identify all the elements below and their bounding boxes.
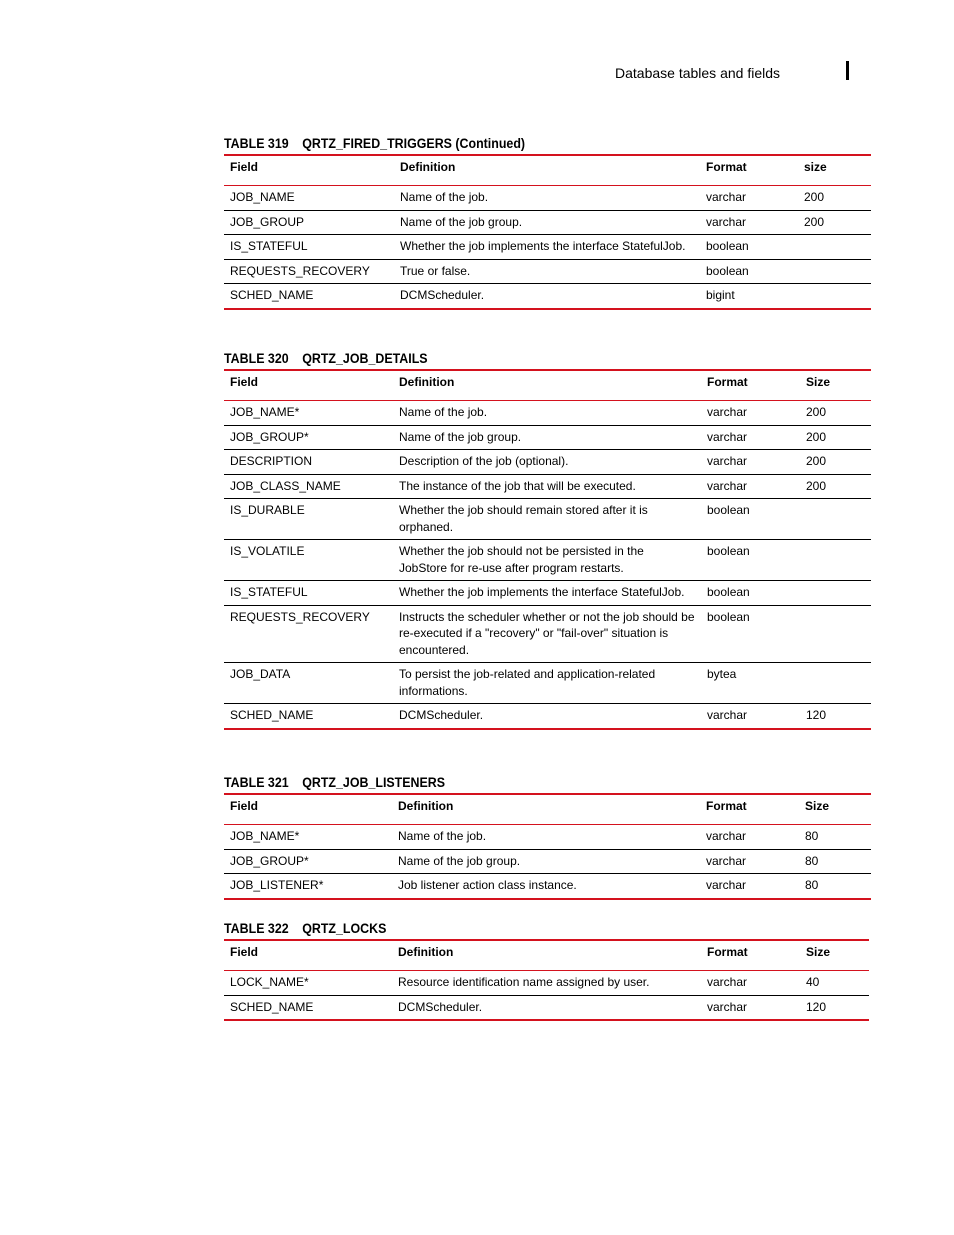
cell-definition: The instance of the job that will be executed.	[393, 474, 701, 499]
cell-size: 80	[799, 825, 871, 850]
cell-format: boolean	[701, 581, 800, 606]
table-row	[224, 499, 871, 540]
table-row	[224, 186, 871, 211]
cell-definition: Job listener action class instance.	[392, 874, 700, 899]
table-row	[224, 474, 871, 499]
table-row	[224, 663, 871, 704]
cell-definition: Name of the job group.	[393, 425, 701, 450]
cell-format: boolean	[700, 235, 798, 260]
table-number: TABLE 321	[224, 775, 289, 790]
cell-definition: Name of the job.	[394, 186, 700, 211]
cell-field: LOCK_NAME*	[224, 971, 392, 996]
cell-size: 200	[798, 186, 871, 211]
cell-size: 200	[800, 425, 871, 450]
running-header: Database tables and fields	[615, 65, 780, 81]
table-caption	[224, 349, 819, 369]
column-header: Format	[707, 945, 748, 959]
table-caption	[224, 134, 819, 154]
table-row	[224, 284, 871, 309]
cell-definition: Whether the job should remain stored after it is orphaned.	[393, 499, 701, 540]
column-header: Format	[706, 160, 747, 174]
table-row	[224, 401, 871, 426]
column-header: Field	[230, 945, 259, 959]
cell-format: bigint	[700, 284, 798, 309]
cell-definition: Whether the job implements the interface StatefulJob.	[394, 235, 700, 260]
cell-size: 200	[800, 450, 871, 475]
cell-field: REQUESTS_RECOVERY	[224, 605, 393, 663]
cell-definition: Whether the job implements the interface StatefulJob.	[393, 581, 701, 606]
cell-definition: DCMScheduler.	[393, 704, 701, 729]
column-header: Size	[806, 375, 831, 389]
cell-field: SCHED_NAME	[224, 995, 392, 1020]
cell-field: REQUESTS_RECOVERY	[224, 259, 394, 284]
cell-field: DESCRIPTION	[224, 450, 393, 475]
cell-format: varchar	[700, 210, 798, 235]
cell-size: 120	[800, 995, 869, 1020]
header-bar	[846, 61, 849, 80]
table-number: TABLE 320	[224, 351, 289, 366]
table-row	[224, 425, 871, 450]
cell-size: 40	[800, 971, 869, 996]
table-322	[224, 919, 869, 1021]
table-row	[224, 825, 871, 850]
column-header: Definition	[398, 945, 454, 959]
table-row	[224, 235, 871, 260]
cell-field: IS_STATEFUL	[224, 235, 394, 260]
column-header: Definition	[399, 375, 455, 389]
column-header: Size	[806, 945, 831, 959]
cell-size	[798, 284, 871, 309]
cell-definition: Name of the job.	[393, 401, 701, 426]
table-title: QRTZ_LOCKS	[302, 921, 387, 936]
cell-format: boolean	[701, 540, 800, 581]
cell-format: varchar	[701, 704, 800, 729]
cell-format: varchar	[701, 474, 800, 499]
cell-format: varchar	[700, 849, 799, 874]
column-header: Format	[706, 799, 747, 813]
cell-format: varchar	[701, 995, 800, 1020]
table-caption	[224, 919, 817, 939]
table	[224, 369, 871, 730]
column-header: Format	[707, 375, 748, 389]
cell-size	[798, 259, 871, 284]
cell-definition: Whether the job should not be persisted in the JobStore for re-use after program restarts.	[393, 540, 701, 581]
table-header-row	[224, 370, 871, 401]
cell-definition: DCMScheduler.	[394, 284, 700, 309]
cell-field: JOB_GROUP	[224, 210, 394, 235]
cell-format: varchar	[700, 186, 798, 211]
table-row	[224, 581, 871, 606]
cell-format: varchar	[701, 971, 800, 996]
cell-size: 80	[799, 874, 871, 899]
table-title: QRTZ_JOB_DETAILS	[302, 351, 428, 366]
cell-field: JOB_GROUP*	[224, 849, 392, 874]
cell-definition: Resource identification name assigned by user.	[392, 971, 701, 996]
cell-size: 200	[800, 401, 871, 426]
table-row	[224, 704, 871, 729]
table-row	[224, 259, 871, 284]
cell-field: JOB_NAME	[224, 186, 394, 211]
cell-field: IS_DURABLE	[224, 499, 393, 540]
cell-definition: True or false.	[394, 259, 700, 284]
cell-size: 120	[800, 704, 871, 729]
cell-definition: Name of the job group.	[394, 210, 700, 235]
cell-field: JOB_CLASS_NAME	[224, 474, 393, 499]
cell-format: varchar	[700, 874, 799, 899]
cell-definition: Name of the job.	[392, 825, 700, 850]
table-row	[224, 210, 871, 235]
table-row	[224, 971, 869, 996]
cell-definition: DCMScheduler.	[392, 995, 701, 1020]
cell-definition: Instructs the scheduler whether or not the job should be re-executed if a "recovery" or "fail-over" situation is encountered.	[393, 605, 701, 663]
cell-format: varchar	[701, 425, 800, 450]
table-row	[224, 540, 871, 581]
cell-field: JOB_NAME*	[224, 401, 393, 426]
cell-size	[798, 235, 871, 260]
cell-format: varchar	[701, 450, 800, 475]
column-header: Definition	[400, 160, 456, 174]
table-row	[224, 995, 869, 1020]
cell-format: boolean	[700, 259, 798, 284]
cell-size: 200	[800, 474, 871, 499]
table-320	[224, 349, 871, 730]
table-row	[224, 450, 871, 475]
cell-definition: Name of the job group.	[392, 849, 700, 874]
column-header: size	[804, 160, 827, 174]
cell-field: JOB_LISTENER*	[224, 874, 392, 899]
cell-format: varchar	[700, 825, 799, 850]
cell-size: 80	[799, 849, 871, 874]
cell-field: IS_STATEFUL	[224, 581, 393, 606]
table	[224, 939, 869, 1021]
table-number: TABLE 319	[224, 136, 289, 151]
cell-definition: Description of the job (optional).	[393, 450, 701, 475]
cell-format: boolean	[701, 605, 800, 663]
cell-size	[800, 605, 871, 663]
table-caption	[224, 773, 819, 793]
column-header: Field	[230, 160, 259, 174]
cell-format: boolean	[701, 499, 800, 540]
cell-field: SCHED_NAME	[224, 284, 394, 309]
cell-size	[800, 581, 871, 606]
cell-field: SCHED_NAME	[224, 704, 393, 729]
column-header: Field	[230, 375, 259, 389]
cell-format: varchar	[701, 401, 800, 426]
table-title: QRTZ_JOB_LISTENERS	[302, 775, 446, 790]
table-header-row	[224, 155, 871, 186]
cell-definition: To persist the job-related and application-related informations.	[393, 663, 701, 704]
column-header: Definition	[398, 799, 454, 813]
table-title: QRTZ_FIRED_TRIGGERS (Continued)	[302, 136, 526, 151]
table-row	[224, 849, 871, 874]
table	[224, 793, 871, 900]
table-row	[224, 874, 871, 899]
table-321	[224, 773, 871, 900]
cell-size	[800, 499, 871, 540]
cell-size: 200	[798, 210, 871, 235]
cell-field: IS_VOLATILE	[224, 540, 393, 581]
column-header: Field	[230, 799, 259, 813]
table-319	[224, 134, 871, 310]
cell-format: bytea	[701, 663, 800, 704]
table	[224, 154, 871, 310]
cell-size	[800, 663, 871, 704]
cell-field: JOB_NAME*	[224, 825, 392, 850]
cell-size	[800, 540, 871, 581]
table-row	[224, 605, 871, 663]
column-header: Size	[805, 799, 830, 813]
cell-field: JOB_DATA	[224, 663, 393, 704]
table-number: TABLE 322	[224, 921, 289, 936]
table-header-row	[224, 794, 871, 825]
table-header-row	[224, 940, 869, 971]
cell-field: JOB_GROUP*	[224, 425, 393, 450]
